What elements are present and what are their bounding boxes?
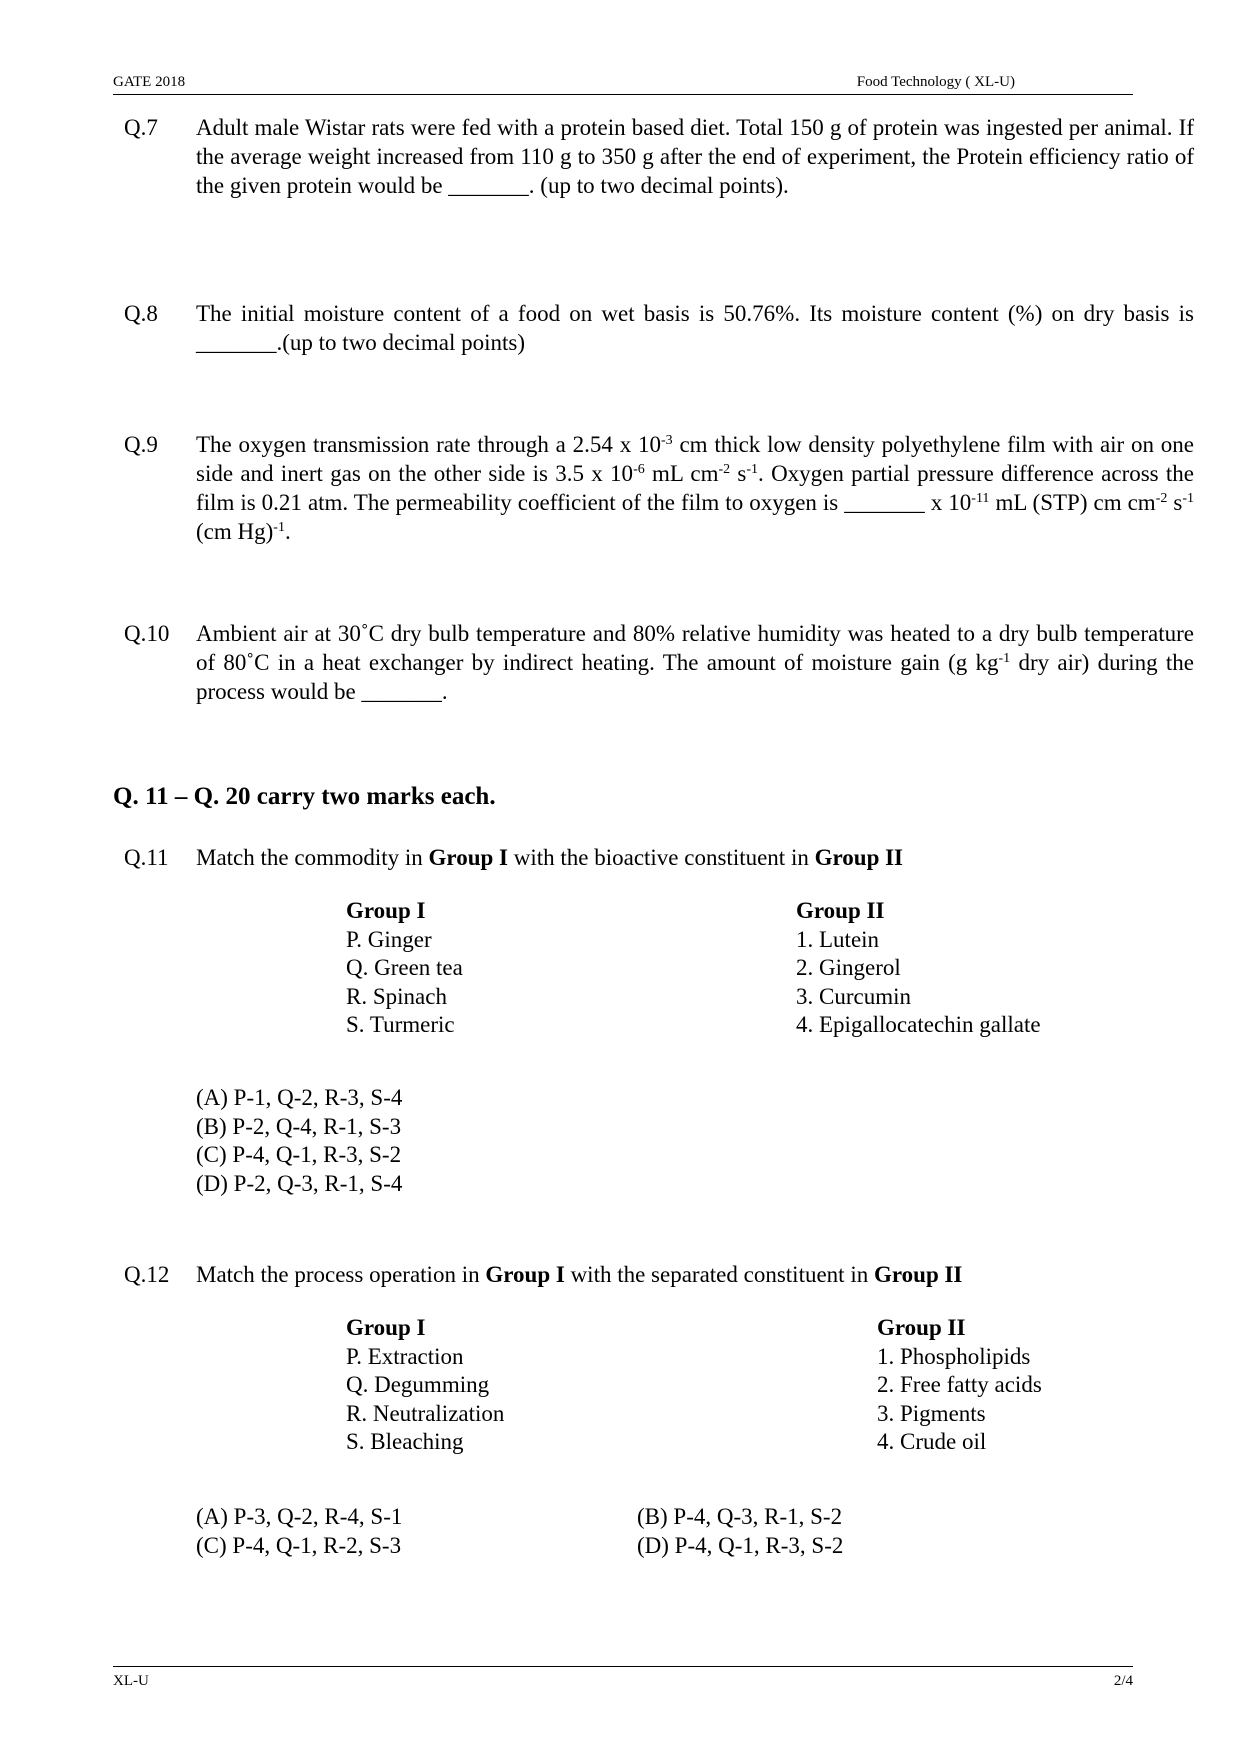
group-2-list	[877, 1314, 1042, 1457]
section-heading: Q. 11 – Q. 20 carry two marks each.	[113, 783, 496, 810]
group-2-heading: Group II	[796, 898, 885, 923]
list-item: R. Spinach	[346, 983, 447, 1009]
exam-name: GATE 2018	[113, 74, 186, 90]
option-a: (A) P-1, Q-2, R-3, S-4	[196, 1085, 403, 1110]
option-d: (D) P-4, Q-1, R-3, S-2	[637, 1532, 844, 1558]
list-item: 4. Crude oil	[877, 1429, 987, 1454]
paper-name: Food Technology ( XL-U)	[856, 74, 1015, 90]
group-1-heading: Group I	[346, 898, 426, 923]
group-2-list	[796, 897, 1041, 1040]
list-item: Q. Green tea	[346, 955, 463, 980]
option-b: (B) P-2, Q-4, R-1, S-3	[196, 1113, 402, 1139]
question-text: Adult male Wistar rats were fed with a protein based diet. Total 150 g of protein was ingested per animal. If the average weight increased from 110 g to 350 g after the end of experiment, the Protein efficiency ratio of the given protein would be _______. (up to two decimal points).	[196, 115, 1194, 198]
question-number: Q.9	[124, 432, 158, 457]
paper-code: XL-U	[113, 1673, 149, 1689]
question-text: Ambient air at 30˚C dry bulb temperature and 80% relative humidity was heated to a dry bulb temperature of 80˚C in a heat exchanger by indirect heating. The amount of moisture gain (g $kg^{-1}$ dry air) during the process would be _______.	[196, 621, 1194, 704]
answer-options-right	[637, 1503, 843, 1560]
option-a: (A) P-3, Q-2, R-4, S-1	[196, 1504, 403, 1529]
list-item: 2. Gingerol	[796, 955, 901, 980]
question-text: Match the commodity in Group I with the bioactive constituent in Group II	[196, 845, 904, 870]
answer-options-left	[196, 1503, 402, 1560]
group-1-list	[346, 897, 463, 1040]
list-item: P. Extraction	[346, 1343, 464, 1369]
question-number: Q.10	[124, 621, 170, 646]
group-1-heading: Group I	[346, 1315, 426, 1340]
page-header	[113, 66, 1133, 95]
list-item: 2. Free fatty acids	[877, 1372, 1042, 1397]
page-number: 2/4	[1113, 1673, 1133, 1689]
option-b: (B) P-4, Q-3, R-1, S-2	[637, 1504, 843, 1529]
question-text: Match the process operation in Group I with the separated constituent in Group II	[196, 1262, 963, 1287]
question-number: Q.7	[124, 115, 158, 140]
question-text: The oxygen transmission rate through a 2.54 x $10^{-3}$ cm thick low density polyethylene film with air on one side and inert gas on the other side is 3.5 x $10^{-6}$ mL $cm^{-2}$ $s^{-1}$. Oxygen partial pressure difference across the film is 0.21 atm. The permeability coefficient of the film to oxygen is _______ x $10^{-11}$ mL (STP) cm $cm^{-2}$ $s^{-1}$ (cm Hg)$^{-1}$.	[196, 432, 1195, 544]
group-1-list	[346, 1314, 504, 1457]
list-item: S. Bleaching	[346, 1429, 464, 1454]
list-item: 4. Epigallocatechin gallate	[796, 1012, 1041, 1037]
question-number: Q.8	[124, 301, 158, 326]
list-item: 1. Lutein	[796, 926, 880, 952]
list-item: 1. Phospholipids	[877, 1343, 1031, 1369]
list-item: R. Neutralization	[346, 1400, 505, 1426]
group-2-heading: Group II	[877, 1315, 966, 1340]
page-footer	[113, 1666, 1133, 1689]
list-item: P. Ginger	[346, 926, 432, 952]
list-item: S. Turmeric	[346, 1012, 455, 1037]
question-number: Q.12	[124, 1262, 170, 1287]
list-item: 3. Curcumin	[796, 983, 911, 1009]
question-number: Q.11	[124, 845, 169, 870]
option-c: (C) P-4, Q-1, R-3, S-2	[196, 1142, 402, 1167]
option-c: (C) P-4, Q-1, R-2, S-3	[196, 1532, 402, 1558]
option-d: (D) P-2, Q-3, R-1, S-4	[196, 1170, 403, 1196]
answer-options	[196, 1084, 402, 1198]
list-item: Q. Degumming	[346, 1372, 490, 1397]
question-text: The initial moisture content of a food on wet basis is 50.76%. Its moisture content (%) on dry basis is _______.(up to two decimal points)	[196, 301, 1194, 355]
list-item: 3. Pigments	[877, 1400, 986, 1426]
